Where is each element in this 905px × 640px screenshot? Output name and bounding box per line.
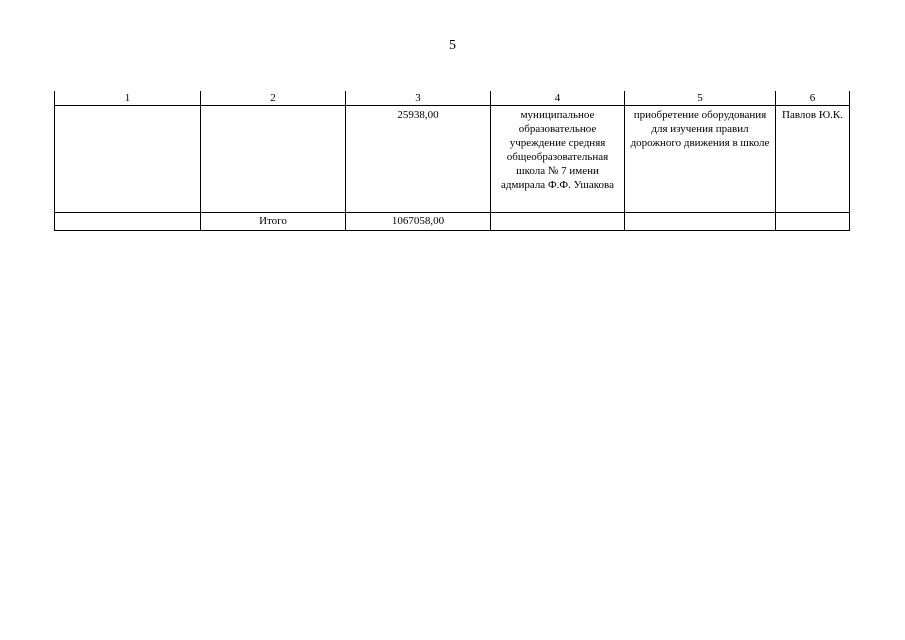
cell-amount: 25938,00 — [346, 106, 491, 213]
cell-organization: муниципальное образовательное учреждение средняя общеобразовательная школа № 7 имени адмирала Ф.Ф. Ушакова — [491, 106, 625, 213]
column-number-3: 3 — [346, 91, 491, 106]
total-empty-cell-5 — [625, 213, 776, 231]
table-total-row — [55, 213, 850, 231]
column-number-5: 5 — [625, 91, 776, 106]
document-table — [54, 91, 850, 231]
column-number-4: 4 — [491, 91, 625, 106]
cell-col-1 — [55, 106, 201, 213]
total-empty-cell-6 — [776, 213, 850, 231]
table-row — [55, 106, 850, 213]
total-amount: 1067058,00 — [346, 213, 491, 231]
column-number-6: 6 — [776, 91, 850, 106]
table-header-row — [55, 91, 850, 106]
page-number: 5 — [449, 38, 456, 53]
cell-responsible: Павлов Ю.К. — [776, 106, 850, 213]
cell-col-2 — [201, 106, 346, 213]
total-empty-cell-4 — [491, 213, 625, 231]
column-number-1: 1 — [55, 91, 201, 106]
column-number-2: 2 — [201, 91, 346, 106]
cell-purpose: приобретение оборудования для изучения правил дорожного движения в школе — [625, 106, 776, 213]
total-empty-cell-1 — [55, 213, 201, 231]
total-label: Итого — [201, 213, 346, 231]
